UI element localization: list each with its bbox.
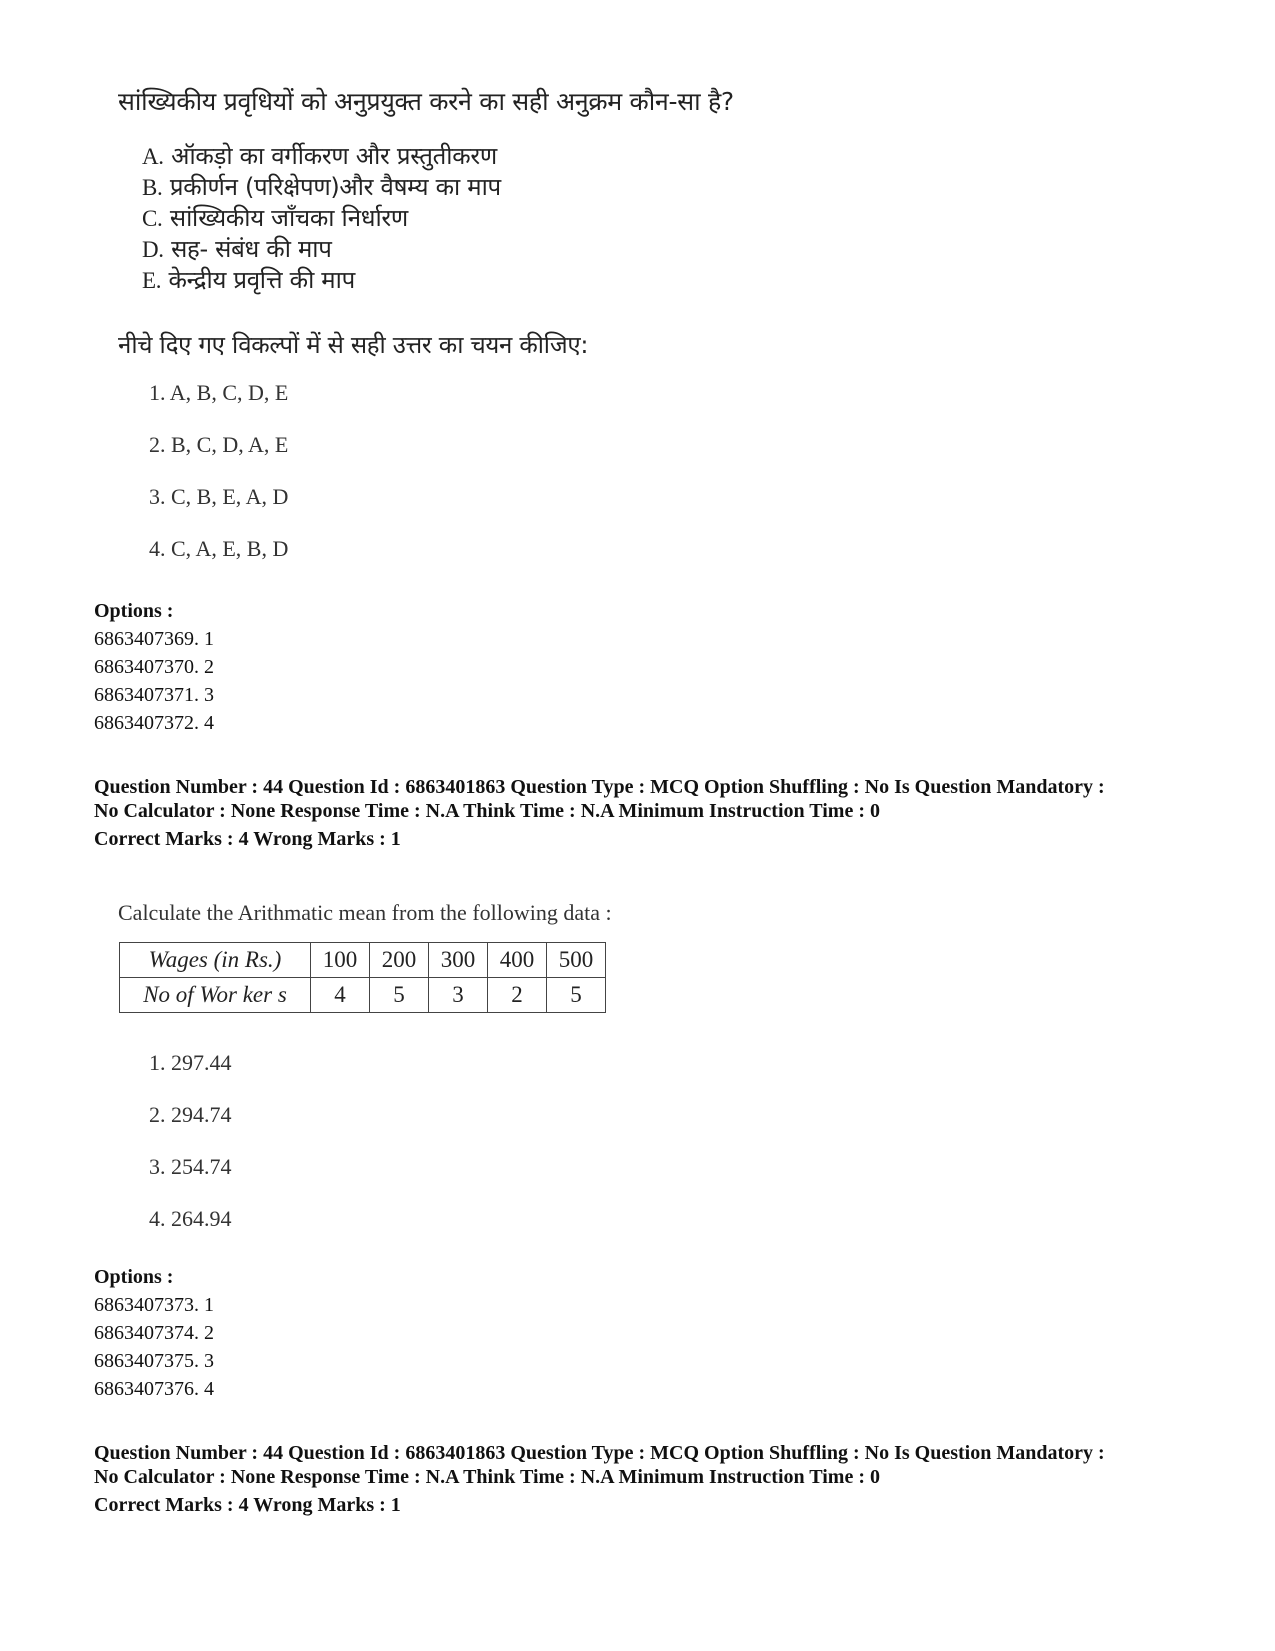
table-cell: 4 bbox=[311, 978, 370, 1013]
question-prompt-hindi: नीचे दिए गए विकल्पों में से सही उत्तर का चयन कीजिए: bbox=[118, 331, 589, 359]
statement-label: C. bbox=[142, 206, 163, 231]
question-meta-line: No Calculator : None Response Time : N.A Think Time : N.A Minimum Instruction Time : 0 bbox=[94, 1466, 880, 1488]
question-meta-line: No Calculator : None Response Time : N.A Think Time : N.A Minimum Instruction Time : 0 bbox=[94, 800, 880, 822]
statement-text: सांख्यिकीय जाँचका निर्धारण bbox=[169, 204, 408, 232]
statement-label: B. bbox=[142, 175, 163, 200]
statement-text: केन्द्रीय प्रवृत्ति की माप bbox=[168, 266, 355, 294]
statement-label: E. bbox=[142, 268, 162, 293]
choice-3: 3. 254.74 bbox=[149, 1154, 232, 1179]
choice-4: 4. 264.94 bbox=[149, 1206, 232, 1231]
table-row-label: No of Wor ker s bbox=[120, 978, 311, 1013]
choice-1: 1. 297.44 bbox=[149, 1050, 232, 1075]
statement-text: ऑकड़ो का वर्गीकरण और प्रस्तुतीकरण bbox=[171, 142, 497, 170]
choice-4: 4. C, A, E, B, D bbox=[149, 536, 289, 561]
table-row bbox=[120, 978, 606, 1013]
option-id-line: 6863407376. 4 bbox=[94, 1378, 214, 1400]
option-id-line: 6863407374. 2 bbox=[94, 1322, 214, 1344]
choice-2: 2. 294.74 bbox=[149, 1102, 232, 1127]
table-cell: 500 bbox=[547, 943, 606, 978]
statement-text: प्रकीर्णन (परिक्षेपण)और वैषम्य का माप bbox=[169, 173, 501, 201]
statement-label: A. bbox=[142, 144, 164, 169]
option-id-line: 6863407369. 1 bbox=[94, 628, 214, 650]
option-id-line: 6863407373. 1 bbox=[94, 1294, 214, 1316]
question-stem-english: Calculate the Arithmatic mean from the following data : bbox=[118, 900, 612, 925]
table-cell: 100 bbox=[311, 943, 370, 978]
option-id-line: 6863407370. 2 bbox=[94, 656, 214, 678]
option-id-line: 6863407371. 3 bbox=[94, 684, 214, 706]
question-meta-line: Question Number : 44 Question Id : 6863401863 Question Type : MCQ Option Shuffling : No Is Question Mandatory : bbox=[94, 1442, 1105, 1464]
table-cell: 200 bbox=[370, 943, 429, 978]
table-cell: 2 bbox=[488, 978, 547, 1013]
options-heading: Options : bbox=[94, 600, 174, 622]
question-meta-line: Question Number : 44 Question Id : 6863401863 Question Type : MCQ Option Shuffling : No Is Question Mandatory : bbox=[94, 776, 1105, 798]
statement-b bbox=[142, 170, 501, 203]
statement-c bbox=[142, 201, 408, 234]
option-id-line: 6863407375. 3 bbox=[94, 1350, 214, 1372]
question-marks-line: Correct Marks : 4 Wrong Marks : 1 bbox=[94, 1494, 401, 1516]
statement-d bbox=[142, 232, 332, 265]
table-cell: 5 bbox=[370, 978, 429, 1013]
table-row-label: Wages (in Rs.) bbox=[120, 943, 311, 978]
table-cell: 300 bbox=[429, 943, 488, 978]
statement-text: सह- संबंध की माप bbox=[171, 235, 332, 263]
choice-3: 3. C, B, E, A, D bbox=[149, 484, 289, 509]
statement-label: D. bbox=[142, 237, 164, 262]
choice-1: 1. A, B, C, D, E bbox=[149, 380, 289, 405]
question-stem-hindi: सांख्यिकीय प्रवृधियों को अनुप्रयुक्त करने का सही अनुक्रम कौन-सा है? bbox=[118, 87, 734, 116]
choice-2: 2. B, C, D, A, E bbox=[149, 432, 289, 457]
statement-a bbox=[142, 139, 497, 172]
wages-data-table bbox=[119, 942, 606, 1013]
table-cell: 5 bbox=[547, 978, 606, 1013]
statement-e bbox=[142, 263, 355, 296]
options-heading: Options : bbox=[94, 1266, 174, 1288]
table-cell: 400 bbox=[488, 943, 547, 978]
option-id-line: 6863407372. 4 bbox=[94, 712, 214, 734]
question-marks-line: Correct Marks : 4 Wrong Marks : 1 bbox=[94, 828, 401, 850]
table-row bbox=[120, 943, 606, 978]
table-cell: 3 bbox=[429, 978, 488, 1013]
